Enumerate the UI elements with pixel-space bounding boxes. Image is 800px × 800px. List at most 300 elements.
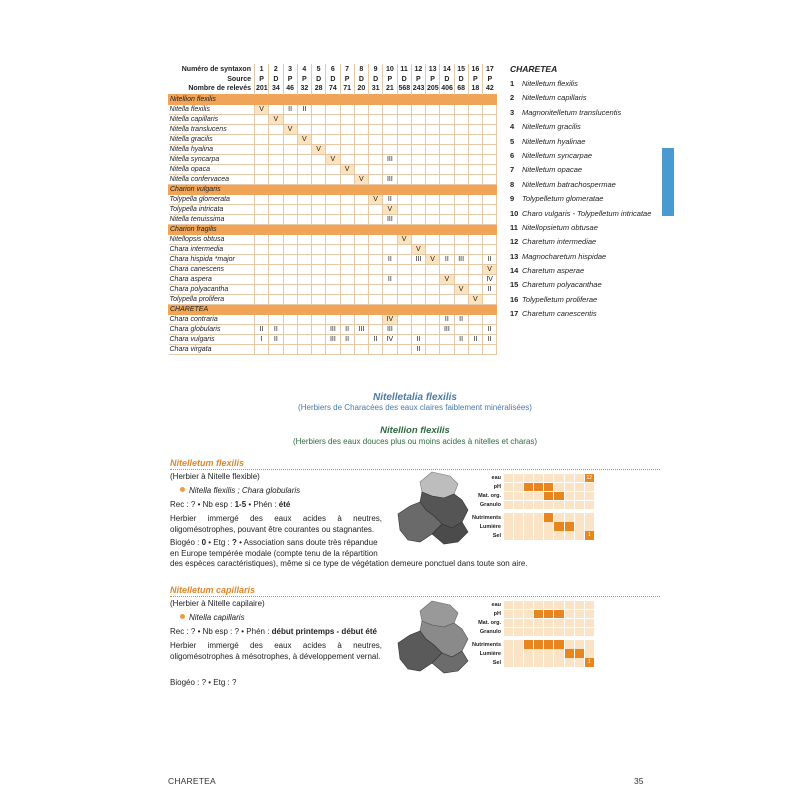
ecology-cell <box>514 619 524 627</box>
header-label: Source <box>169 74 255 84</box>
presence-cell: II <box>483 324 497 334</box>
header-cell: 12 <box>411 64 425 74</box>
presence-cell <box>397 334 411 344</box>
presence-cell <box>383 244 397 254</box>
presence-cell <box>283 164 297 174</box>
ecology-cell <box>575 474 585 482</box>
table-row <box>169 214 497 224</box>
ecology-row <box>470 610 595 618</box>
presence-cell <box>369 164 383 174</box>
header-cell: D <box>454 74 468 84</box>
presence-cell <box>440 234 454 244</box>
presence-cell: III <box>354 324 368 334</box>
presence-cell <box>326 294 340 304</box>
presence-cell <box>468 114 482 124</box>
presence-cell <box>426 144 440 154</box>
header-cell: 10 <box>383 64 397 74</box>
association-title: Nitelletum capillaris <box>170 585 660 597</box>
presence-cell <box>283 154 297 164</box>
header-cell: 15 <box>454 64 468 74</box>
presence-cell <box>468 284 482 294</box>
ecology-cell <box>575 640 585 648</box>
ecology-cell <box>565 601 575 609</box>
presence-cell <box>297 344 311 354</box>
ecology-row <box>470 640 595 648</box>
ecology-cell <box>534 628 544 636</box>
species-name: Nitella capillaris <box>169 114 255 124</box>
presence-cell: II <box>340 324 354 334</box>
ecology-cell <box>524 513 534 521</box>
header-label: Nombre de relevés <box>169 84 255 94</box>
presence-cell <box>454 324 468 334</box>
legend-item <box>510 122 660 131</box>
presence-cell <box>326 264 340 274</box>
ecology-cell <box>544 619 554 627</box>
presence-cell <box>354 104 368 114</box>
ecology-cell <box>575 628 585 636</box>
presence-cell <box>354 264 368 274</box>
ecology-cell <box>575 601 585 609</box>
ecology-label: Mat. org. <box>478 493 501 500</box>
presence-cell <box>440 154 454 164</box>
bullet-icon <box>180 487 185 492</box>
ecology-chart <box>470 601 595 667</box>
presence-cell <box>369 134 383 144</box>
ecology-cell <box>524 531 534 539</box>
presence-cell <box>383 264 397 274</box>
header-cell: D <box>354 74 368 84</box>
ecology-cell <box>524 522 534 530</box>
presence-cell <box>269 124 283 134</box>
presence-cell <box>411 194 425 204</box>
legend-number: 13 <box>510 251 519 261</box>
presence-cell <box>426 154 440 164</box>
header-cell: 16 <box>468 64 482 74</box>
presence-cell <box>326 284 340 294</box>
presence-cell <box>440 114 454 124</box>
ecology-cell <box>565 513 575 521</box>
ecology-cell <box>575 610 585 618</box>
presence-cell <box>354 114 368 124</box>
ecology-cell <box>504 522 514 530</box>
ecology-cell <box>504 501 514 509</box>
rec-line: Rec : ? • Nb esp : ? • Phén : début printemps - début été <box>170 627 377 636</box>
ecology-cell <box>565 658 575 666</box>
presence-cell <box>340 134 354 144</box>
presence-cell <box>354 314 368 324</box>
header-cell: 21 <box>383 84 397 94</box>
legend-number: 9 <box>510 194 515 204</box>
presence-cell <box>255 134 269 144</box>
presence-cell <box>255 244 269 254</box>
presence-cell <box>411 324 425 334</box>
presence-cell <box>426 334 440 344</box>
alliance-title: Nitellion flexilis <box>380 425 450 436</box>
presence-cell <box>340 344 354 354</box>
presence-cell: V <box>468 294 482 304</box>
ecology-cell <box>544 483 554 491</box>
presence-cell <box>255 124 269 134</box>
presence-cell: III <box>383 154 397 164</box>
presence-cell <box>340 234 354 244</box>
presence-cell <box>354 274 368 284</box>
presence-cell <box>297 244 311 254</box>
presence-cell <box>340 264 354 274</box>
header-cell: D <box>397 74 411 84</box>
ecology-cell <box>554 522 564 530</box>
header-cell: 3 <box>283 64 297 74</box>
presence-cell <box>269 284 283 294</box>
presence-cell <box>440 284 454 294</box>
species-name: Nitella gracilis <box>169 134 255 144</box>
header-cell: D <box>440 74 454 84</box>
presence-cell <box>411 314 425 324</box>
presence-cell <box>383 104 397 114</box>
header-cell: 32 <box>297 84 311 94</box>
presence-cell <box>397 204 411 214</box>
presence-cell: V <box>283 124 297 134</box>
presence-cell: II <box>283 104 297 114</box>
group-name: Charion vulgaris <box>169 184 497 194</box>
species-name: Chara aspera <box>169 274 255 284</box>
presence-cell <box>312 104 326 114</box>
presence-cell <box>383 114 397 124</box>
legend-number: 11 <box>510 222 518 232</box>
characteristic-species: Nitella capillaris <box>180 613 245 624</box>
presence-cell <box>312 134 326 144</box>
presence-cell: II <box>483 284 497 294</box>
presence-cell <box>297 324 311 334</box>
species-name: Chara globularis <box>169 324 255 334</box>
presence-cell <box>440 344 454 354</box>
presence-cell <box>397 104 411 114</box>
table-row <box>169 314 497 324</box>
ecology-cell <box>554 492 564 500</box>
presence-cell <box>454 214 468 224</box>
header-cell: 7 <box>340 64 354 74</box>
table-row <box>169 144 497 154</box>
ecology-cell <box>544 658 554 666</box>
legend-syntaxon: Nitelletum capillaris <box>522 93 587 103</box>
presence-cell: V <box>369 194 383 204</box>
presence-cell: III <box>383 174 397 184</box>
ecology-cell <box>534 619 544 627</box>
presence-cell <box>255 344 269 354</box>
ecology-cell <box>585 492 595 500</box>
presence-cell <box>369 264 383 274</box>
header-cell: 74 <box>326 84 340 94</box>
ecology-label: Granulo <box>479 502 501 509</box>
presence-cell <box>369 124 383 134</box>
presence-cell <box>326 174 340 184</box>
presence-cell <box>383 234 397 244</box>
presence-cell <box>326 214 340 224</box>
presence-cell: II <box>483 254 497 264</box>
presence-cell <box>369 324 383 334</box>
presence-cell <box>297 154 311 164</box>
presence-cell <box>283 144 297 154</box>
presence-cell <box>369 344 383 354</box>
presence-cell <box>340 104 354 114</box>
presence-cell <box>369 104 383 114</box>
presence-cell <box>483 344 497 354</box>
legend-item <box>510 151 660 160</box>
header-cell: D <box>312 74 326 84</box>
presence-cell <box>411 214 425 224</box>
presence-cell <box>312 114 326 124</box>
table-row <box>169 234 497 244</box>
releves-count-row <box>169 84 497 94</box>
presence-cell <box>468 134 482 144</box>
header-cell: 68 <box>454 84 468 94</box>
presence-cell <box>269 194 283 204</box>
syntaxa-legend <box>510 64 660 324</box>
presence-cell <box>440 204 454 214</box>
legend-item <box>510 180 660 189</box>
legend-number: 5 <box>510 136 515 146</box>
ecology-label: Sel <box>492 532 501 539</box>
header-cell: P <box>383 74 397 84</box>
header-cell: 17 <box>483 64 497 74</box>
presence-cell <box>312 204 326 214</box>
presence-cell <box>383 284 397 294</box>
ecology-cell <box>504 640 514 648</box>
ecology-cell <box>554 658 564 666</box>
table-row <box>169 114 497 124</box>
table-row <box>169 334 497 344</box>
presence-cell <box>326 144 340 154</box>
table-row <box>169 194 497 204</box>
association-title: Nitelletum flexilis <box>170 458 660 470</box>
presence-cell <box>283 314 297 324</box>
presence-cell <box>255 144 269 154</box>
presence-cell <box>454 154 468 164</box>
header-cell: P <box>411 74 425 84</box>
ecology-row <box>470 649 595 657</box>
legend-item <box>510 209 660 218</box>
ecology-cell <box>565 610 575 618</box>
group-name: Nitellion flexilis <box>169 94 497 104</box>
species-name: Nitella hyalina <box>169 144 255 154</box>
presence-cell <box>312 164 326 174</box>
ecology-cell <box>575 492 585 500</box>
presence-cell <box>483 174 497 184</box>
table-row <box>169 154 497 164</box>
presence-cell <box>283 284 297 294</box>
legend-number: 3 <box>510 107 515 117</box>
presence-cell <box>454 244 468 254</box>
presence-cell <box>297 164 311 174</box>
ecology-cell <box>585 628 595 636</box>
group-header-row <box>169 184 497 194</box>
header-cell: 46 <box>283 84 297 94</box>
table-row <box>169 344 497 354</box>
presence-cell <box>383 164 397 174</box>
ecology-cell <box>524 619 534 627</box>
presence-cell <box>269 204 283 214</box>
presence-cell <box>383 344 397 354</box>
header-label: Numéro de syntaxon <box>169 64 255 74</box>
ecology-cell <box>514 649 524 657</box>
presence-cell <box>283 134 297 144</box>
legend-syntaxon: Nitelletum syncarpae <box>522 150 593 160</box>
presence-cell <box>426 314 440 324</box>
presence-cell <box>369 114 383 124</box>
presence-cell <box>312 194 326 204</box>
species-name: Chara virgata <box>169 344 255 354</box>
presence-cell <box>383 144 397 154</box>
ecology-label: pH <box>493 611 501 618</box>
header-cell: 1 <box>255 64 269 74</box>
legend-number: 15 <box>510 280 519 290</box>
presence-cell <box>454 234 468 244</box>
ecology-cell <box>514 474 524 482</box>
ecology-cell <box>544 601 554 609</box>
presence-cell <box>269 314 283 324</box>
ecology-cell <box>575 483 585 491</box>
presence-cell <box>283 174 297 184</box>
presence-cell <box>440 104 454 114</box>
biogeo-line: Biogéo : ? • Etg : ? <box>170 678 237 687</box>
presence-cell <box>426 244 440 254</box>
presence-cell <box>369 314 383 324</box>
presence-cell <box>397 164 411 174</box>
presence-cell: II <box>468 334 482 344</box>
ecology-cell <box>585 483 595 491</box>
presence-cell <box>326 244 340 254</box>
presence-cell: II <box>454 334 468 344</box>
presence-cell <box>255 284 269 294</box>
presence-cell <box>340 174 354 184</box>
presence-cell <box>283 254 297 264</box>
presence-cell <box>340 244 354 254</box>
header-cell: 14 <box>440 64 454 74</box>
biogeo-line: Biogéo : 0 • Etg : ? • Association sans doute très répandue <box>170 538 378 547</box>
ecology-cell <box>554 628 564 636</box>
ecology-cell <box>504 649 514 657</box>
header-cell: P <box>483 74 497 84</box>
ecology-label: Lumière <box>479 523 501 530</box>
presence-cell <box>483 214 497 224</box>
header-cell: 205 <box>427 85 439 93</box>
presence-cell <box>297 264 311 274</box>
presence-cell <box>297 314 311 324</box>
presence-cell <box>483 104 497 114</box>
ecology-cell <box>504 474 514 482</box>
presence-cell <box>297 234 311 244</box>
presence-cell: V <box>255 104 269 114</box>
syntaxon-number-row <box>169 64 497 74</box>
presence-cell <box>483 144 497 154</box>
legend-number: 1 <box>510 79 515 88</box>
ecology-label: eau <box>491 475 501 482</box>
presence-cell <box>468 264 482 274</box>
legend-number: 2 <box>510 93 515 103</box>
presence-cell <box>468 124 482 134</box>
presence-cell <box>326 104 340 114</box>
table-row <box>169 294 497 304</box>
presence-cell <box>440 244 454 254</box>
ecology-cell <box>534 531 544 539</box>
legend-item <box>510 194 660 203</box>
presence-cell <box>426 124 440 134</box>
presence-cell: II <box>383 254 397 264</box>
presence-cell <box>312 284 326 294</box>
presence-cell <box>483 314 497 324</box>
presence-cell <box>269 144 283 154</box>
presence-cell <box>340 314 354 324</box>
ecology-cell <box>554 619 564 627</box>
header-cell: P <box>297 74 311 84</box>
ecology-cell <box>534 513 544 521</box>
presence-cell: III <box>326 324 340 334</box>
presence-cell <box>440 124 454 134</box>
presence-cell <box>354 284 368 294</box>
ecology-cell <box>514 640 524 648</box>
ecology-cell <box>524 649 534 657</box>
presence-cell <box>255 254 269 264</box>
group-header-row <box>169 304 497 314</box>
presence-cell <box>397 314 411 324</box>
presence-cell <box>397 144 411 154</box>
presence-cell <box>312 254 326 264</box>
ecology-cell <box>565 628 575 636</box>
ecology-cell <box>534 483 544 491</box>
group-name: CHARETEA <box>169 304 497 314</box>
presence-cell <box>283 264 297 274</box>
ecology-cell <box>504 628 514 636</box>
ecology-cell <box>534 649 544 657</box>
ecology-cell <box>524 601 534 609</box>
ecology-cell <box>524 474 534 482</box>
presence-cell <box>426 114 440 124</box>
presence-cell: V <box>397 234 411 244</box>
ecology-row <box>470 522 595 530</box>
presence-cell <box>397 294 411 304</box>
presence-cell <box>312 174 326 184</box>
table-row <box>169 324 497 334</box>
species-name: Chara hispida *major <box>169 254 255 264</box>
group-header-row <box>169 94 497 104</box>
presence-cell: II <box>269 334 283 344</box>
header-cell: 568 <box>398 85 411 93</box>
presence-cell <box>297 274 311 284</box>
legend-syntaxon: Magnocharetum hispidae <box>522 251 607 261</box>
presence-cell <box>269 254 283 264</box>
presence-cell <box>440 174 454 184</box>
presence-cell: II <box>269 324 283 334</box>
presence-cell <box>454 104 468 114</box>
presence-cell <box>383 134 397 144</box>
presence-cell <box>269 164 283 174</box>
presence-cell <box>269 174 283 184</box>
header-cell: 4 <box>297 64 311 74</box>
species-name: Tolypella prolifera <box>169 294 255 304</box>
legend-number: 16 <box>510 294 519 304</box>
ecology-cell <box>504 658 514 666</box>
presence-cell <box>440 194 454 204</box>
header-cell: 34 <box>269 84 283 94</box>
presence-cell <box>454 274 468 284</box>
presence-cell <box>283 114 297 124</box>
header-cell: P <box>468 74 482 84</box>
presence-cell <box>326 234 340 244</box>
ecology-label: eau <box>491 602 501 609</box>
table-row <box>169 254 497 264</box>
ecology-cell <box>504 492 514 500</box>
presence-cell: II <box>440 314 454 324</box>
association-description: Herbier immergé des eaux acides à neutres, oligomésotrophes, pouvant être courantes ou stagnantes. <box>170 514 382 534</box>
